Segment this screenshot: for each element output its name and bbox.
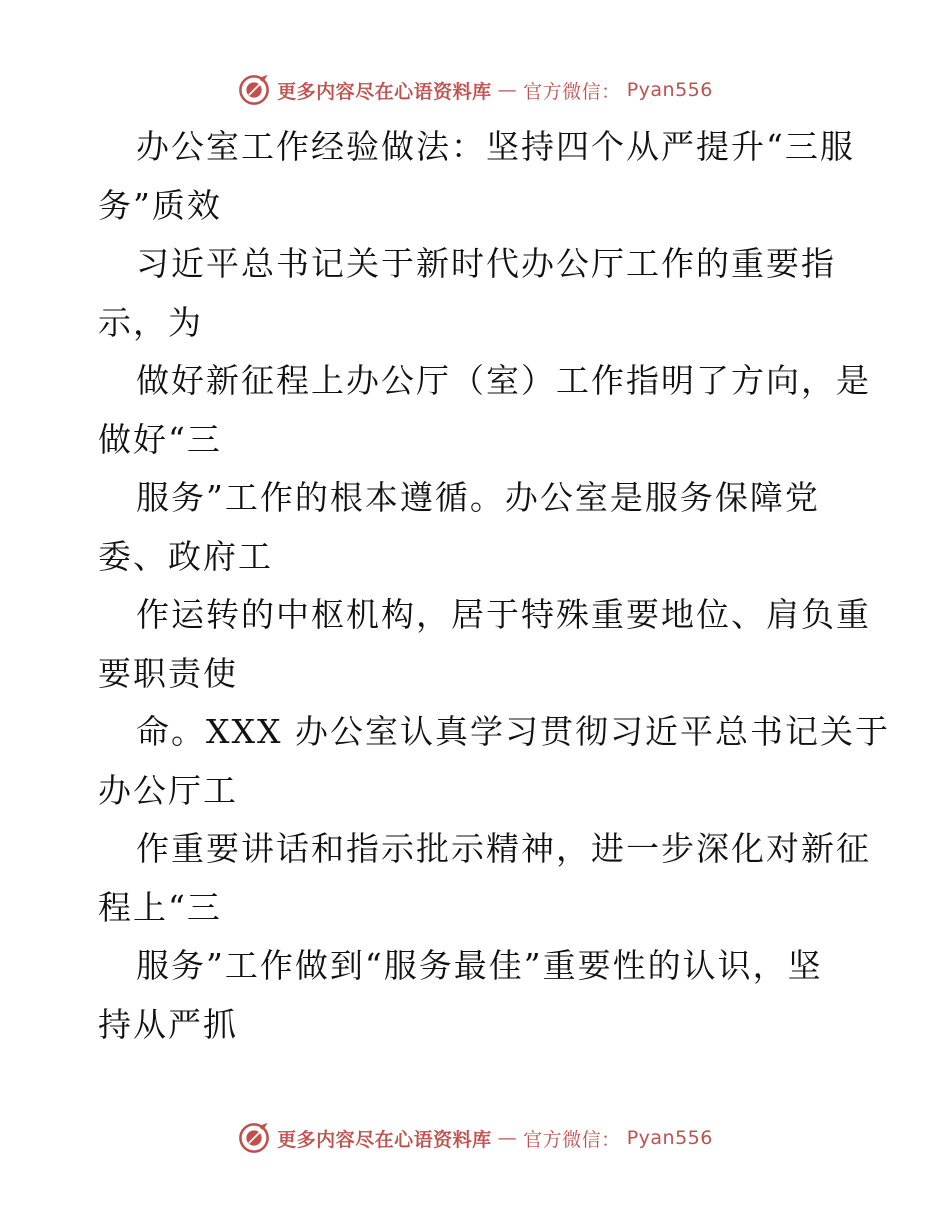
document-line: 示，为 (98, 302, 203, 342)
document-line: 持从严抓 (98, 1004, 238, 1044)
document-line: 务”质效 (98, 185, 222, 225)
document-line: 作运转的中枢机构，居于特殊重要地位、肩负重 (136, 595, 871, 634)
document-line: 习近平总书记关于新时代办公厅工作的重要指 (136, 244, 836, 283)
watermark-wechat-id: Pyan556 (626, 1127, 713, 1149)
header-watermark (0, 70, 950, 110)
watermark-separator: — (497, 79, 518, 101)
watermark-wechat-id: Pyan556 (626, 79, 713, 101)
document-line: 服务”工作做到“服务最佳”重要性的认识，坚 (136, 946, 823, 985)
document-body (98, 118, 890, 1054)
document-line: 办公厅工 (98, 770, 238, 810)
document-line: 要职责使 (98, 653, 238, 693)
document-line: 程上“三 (98, 887, 222, 927)
quill-logo-icon (237, 1121, 271, 1155)
document-line: 做好新征程上办公厅（室）工作指明了方向，是 (136, 361, 871, 400)
watermark-label: 官方微信： (523, 80, 621, 103)
document-line: 办公室工作经验做法：坚持四个从严提升“三服 (136, 127, 855, 166)
document-line: 委、政府工 (98, 536, 273, 576)
watermark-separator: — (497, 1127, 518, 1149)
footer-watermark (0, 1118, 950, 1158)
document-line: 做好“三 (98, 419, 222, 459)
watermark-main-text: 更多内容尽在心语资料库 (277, 80, 492, 103)
quill-logo-icon (237, 73, 271, 107)
document-line: 作重要讲话和指示批示精神，进一步深化对新征 (136, 829, 871, 868)
document-line: 服务”工作的根本遵循。办公室是服务保障党 (136, 478, 820, 517)
watermark-label: 官方微信： (523, 1128, 621, 1151)
watermark-main-text: 更多内容尽在心语资料库 (277, 1128, 492, 1151)
document-line: 命。XXX 办公室认真学习贯彻习近平总书记关于 (136, 712, 890, 751)
